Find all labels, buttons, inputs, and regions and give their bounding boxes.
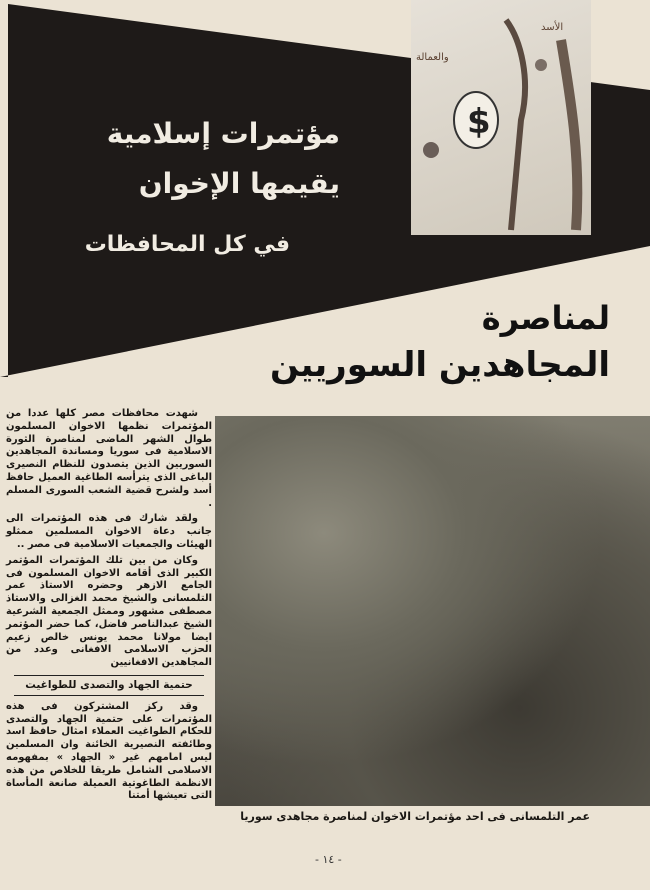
article-paragraph: ولقد شارك فى هذه المؤتمرات الى جانب دعاة الاخوان المسلمين ممثلو الهيئات والجمعيات الاسلامية فى مصر ..	[6, 513, 212, 550]
cartoon-image	[411, 0, 591, 235]
article-subheading: حتمية الجهاد والتصدى للطواغيت	[14, 675, 204, 696]
headline-line-5: المجاهدين السوريين	[269, 345, 610, 385]
article-column	[6, 408, 212, 806]
cartoon-label: الأسد	[541, 22, 564, 33]
headline-line-3: في كل المحافظات	[84, 232, 290, 257]
conference-photo	[215, 416, 650, 806]
headline-line-1: مؤتمرات إسلامية	[106, 117, 340, 150]
article-paragraph: وقد ركز المشتركون فى هذه المؤتمرات على حتمية الجهاد والتصدى للحكام الطواغيت العملاء امثال حافظ اسد وطائفته النصيرية الخائنة وان المسلمين ليس امامهم غير « الجهاد » بمفهومه الاسلامى الشامل طريقا للخلاص من هذه الانظمة الطاغوتية العميلة صانعة المأساة التى تعيشها أمتنا	[6, 700, 212, 802]
cartoon-label: والعمالة	[416, 52, 449, 63]
page-number: - ١٤ -	[315, 853, 342, 866]
photo-caption: عمر التلمسانى فى احد مؤتمرات الاخوان لمناصرة مجاهدى سوريا	[240, 810, 590, 823]
svg-text:$: $	[467, 102, 491, 142]
article-paragraph: وكان من بين تلك المؤتمرات المؤتمر الكبير الذى أقامه الاخوان المسلمون فى الجامع الازهر وحضره الاستاذ عمر التلمسانى والشيخ محمد الغزالى والاستاذ مصطفى مشهور وممثل الجمعية الشرعية الشيخ عبدالناصر فاضل، كما حضر المؤتمر ايضا مولانا محمد يونس خالص زعيم الحزب الاسلامى الافغانى وعدد من المجاهدين الافغانيين	[6, 554, 212, 669]
article-paragraph: شهدت محافظات مصر كلها عددا من المؤتمرات نظمها الاخوان المسلمون طوال الشهر الماضى لمناصرة الثورة الاسلامية فى سوريا ومساندة المجاهدين السوريين الذين يتصدون للنظام النصيرى الباغى الذى يترأسه الطاغية العميل حافظ أسد ولشرح قضية الشعب السورى المسلم .	[6, 408, 212, 509]
headline-line-2: يقيمها الإخوان	[138, 167, 340, 200]
headline-line-4: لمناصرة	[481, 299, 610, 337]
